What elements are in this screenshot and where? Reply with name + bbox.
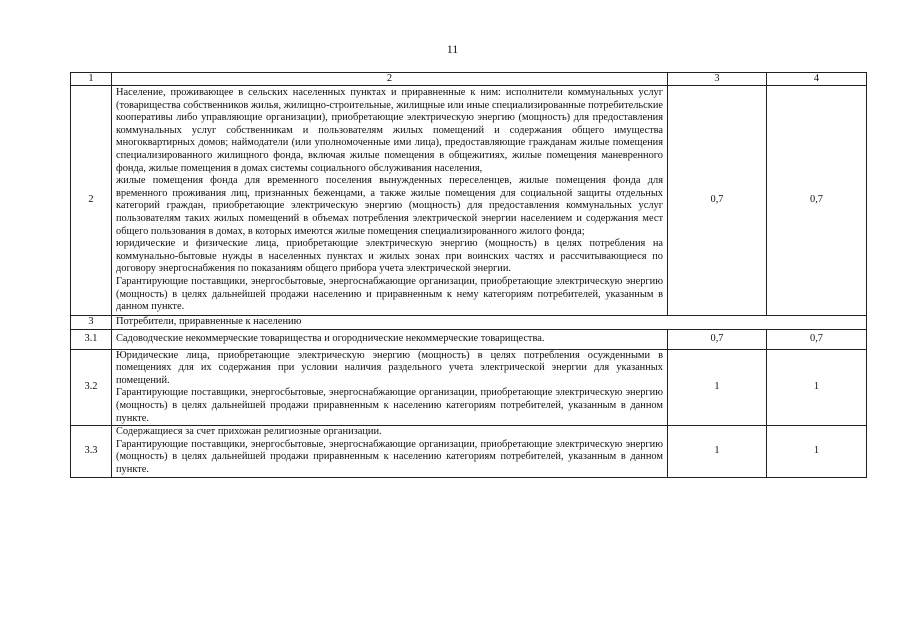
- row-paragraph: жилые помещения фонда для временного поселения вынужденных переселенцев, жилые помещения фонда для временного проживания лиц, признанных беженцами, а также жилые помещения для социальной защиты отдельных категорий граждан, приобретающие электрическую энергию (мощность) для предоставления коммунальных услуг пользователям таких жилых помещений в объемах потребления электрической энергии населением и содержания мест общего пользования в домах, в которых имеются жилые помещения специализированного жилого фонда;: [116, 175, 663, 237]
- row-value-col4: 1: [767, 349, 867, 426]
- row-number: 3.2: [71, 349, 112, 426]
- row-paragraph: Гарантирующие поставщики, энергосбытовые, энергоснабжающие организации, приобретающие электрическую энергию (мощность) в целях дальнейшей продажи приравненным к населению категориям потребителей, указанным в данном пункте.: [116, 387, 663, 424]
- header-cell-3: 3: [668, 73, 767, 86]
- row-description: [112, 349, 668, 426]
- row-paragraph: юридические и физические лица, приобретающие электрическую энергию (мощность) в целях потребления на коммунально-бытовые нужды в населенных пунктах и жилых зонах при воинских частях и рассчитывающиеся по договору энергоснабжения по показаниям общего прибора учета электрической энергии.: [116, 238, 663, 275]
- row-paragraph: Потребители, приравненные к населению: [116, 316, 302, 328]
- header-cell-2: 2: [112, 73, 668, 86]
- page-number: 11: [446, 42, 459, 56]
- table-row: [71, 315, 867, 329]
- row-value-col3: 1: [668, 349, 767, 426]
- row-description: [112, 86, 668, 316]
- row-paragraph: Садоводческие некоммерческие товарищества и огороднические некоммерческие товарищества.: [116, 332, 545, 344]
- row-description: [112, 426, 668, 477]
- row-value-col4: 1: [767, 426, 867, 477]
- table-row: [71, 349, 867, 426]
- row-paragraph: Юридические лица, приобретающие электрическую энергию (мощность) в целях потребления осужденными в помещениях для их содержания при условии наличия раздельного учета электрической энергии для указанных помещений.: [116, 349, 663, 386]
- table-row: [71, 426, 867, 477]
- row-value-col4: 0,7: [767, 329, 867, 349]
- header-cell-1: 1: [71, 73, 112, 86]
- row-paragraph: Гарантирующие поставщики, энергосбытовые, энергоснабжающие организации, приобретающие электрическую энергию (мощность) в целях дальнейшей продажи населению и приравненным к нему категориям потребителей, указанным в данном пункте.: [116, 275, 663, 313]
- row-paragraph: Население, проживающее в сельских населенных пунктах и приравненные к ним: исполнители коммунальных услуг (товарищества собственников жилья, жилищно-строительные, жилищные или иные специализированные потребительские кооперативы либо управляющие организации), приобретающие электрическую энергию (мощность) для предоставления коммунальных услуг собственникам и пользователям жилых помещений и содержания общего имущества многоквартирных домов; наймодатели (или уполномоченные ими лица), предоставляющие гражданам жилые помещения специализированного жилищного фонда, включая жилые помещения в общежитиях, жилые помещения маневренного фонда, жилые помещения в домах системы социального обслуживания населения,: [116, 87, 663, 174]
- table-row: [71, 329, 867, 349]
- row-value-col3: 0,7: [668, 329, 767, 349]
- row-value-col3: 1: [668, 426, 767, 477]
- row-value-col3: 0,7: [668, 86, 767, 316]
- row-description: [112, 315, 867, 329]
- tariff-table: [70, 72, 867, 478]
- row-description: [112, 329, 668, 349]
- row-number: 3.1: [71, 329, 112, 349]
- row-paragraph: Гарантирующие поставщики, энергосбытовые, энергоснабжающие организации, приобретающие электрическую энергию (мощность) в целях дальнейшей продажи приравненным к населению категориям потребителей, указанным в данном пункте.: [116, 438, 663, 476]
- row-paragraph: Содержащиеся за счет прихожан религиозные организации.: [116, 426, 382, 438]
- row-value-col4: 0,7: [767, 86, 867, 316]
- row-number: 3.3: [71, 426, 112, 477]
- table-header-row: [71, 73, 867, 86]
- header-cell-4: 4: [767, 73, 867, 86]
- row-number: 2: [71, 86, 112, 316]
- table-row: [71, 86, 867, 316]
- row-number: 3: [71, 315, 112, 329]
